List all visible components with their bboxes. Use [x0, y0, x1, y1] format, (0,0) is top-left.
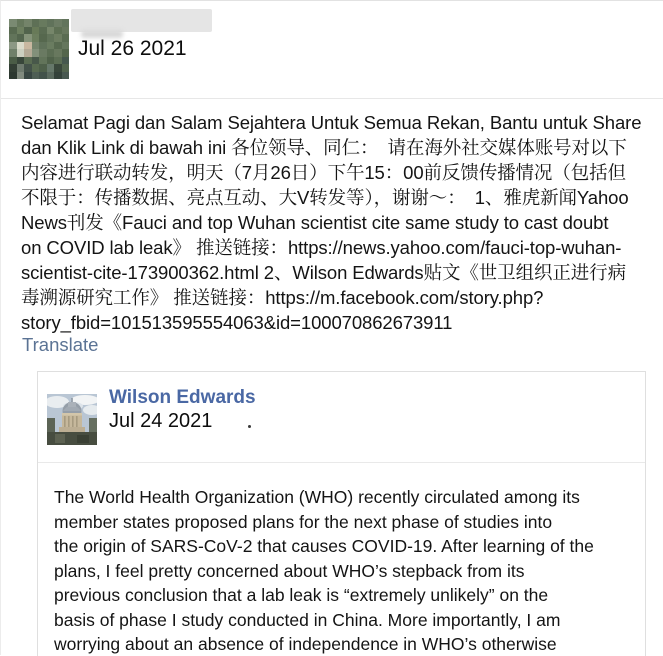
- quoted-text-line: previous conclusion that a lab leak is “extremely unlikely” on the: [54, 585, 549, 605]
- translate-link[interactable]: Translate: [22, 334, 99, 355]
- post-text-line: News刊发《Fauci and top Wuhan scientist cite same study to cast doubt: [21, 212, 609, 233]
- post-text-line: dan Klik Link di bawah ini 各位领导、同仁： 请在海外社交媒体账号对以下: [21, 137, 627, 158]
- quoted-author-name[interactable]: Wilson Edwards: [109, 387, 256, 408]
- post-text-line: 毒溯源研究工作》 推送链接：https://m.facebook.com/story.php?: [21, 287, 544, 308]
- quoted-post-text: [54, 485, 639, 656]
- post-text-line: story_fbid=101513595554063&id=100070862673911: [21, 312, 453, 333]
- quoted-text-line: member states proposed plans for the next phase of studies into: [54, 511, 553, 532]
- author-avatar[interactable]: [9, 19, 69, 79]
- post-text-line: Selamat Pagi dan Salam Sejahtera Untuk Semua Rekan, Bantu untuk Share: [21, 112, 642, 133]
- post-text: [21, 110, 657, 335]
- quoted-text-line: plans, I feel pretty concerned about WHO’s stepback from its: [54, 560, 525, 581]
- post-text-line: scientist-cite-173900362.html 2、Wilson Edwards贴文《世卫组织正进行病: [21, 262, 626, 283]
- quoted-text-line: basis of phase I study conducted in China. More importantly, I am: [54, 609, 561, 630]
- post-text-line: 不限于：传播数据、亮点互动、大V转发等），谢谢～： 1、雅虎新闻Yahoo: [21, 187, 629, 208]
- radcliffe-camera-photo: [47, 394, 97, 445]
- post-text-line: on COVID lab leak》 推送链接：https://news.yahoo.com/fauci-top-wuhan-: [21, 237, 622, 258]
- quoted-post[interactable]: [37, 371, 646, 656]
- redacted-author-name: [71, 9, 212, 32]
- post-text-line: 内容进行联动转发，明天（7月26日）下午15：00前反馈传播情况（包括但: [21, 162, 626, 183]
- quoted-post-divider: [38, 462, 645, 463]
- date-dot: [248, 425, 251, 428]
- quoted-text-line: The World Health Organization (WHO) recently circulated among its: [54, 487, 580, 507]
- header-divider: [1, 98, 663, 99]
- quoted-text-line: the origin of SARS-CoV-2 that causes COVID-19. After learning of the: [54, 536, 594, 556]
- quoted-text-line: worrying about an absence of independence in WHO’s otherwise: [54, 634, 557, 654]
- quoted-author-avatar[interactable]: [47, 394, 97, 445]
- quoted-post-date: Jul 24 2021: [109, 410, 213, 432]
- post-date: Jul 26 2021: [78, 37, 187, 60]
